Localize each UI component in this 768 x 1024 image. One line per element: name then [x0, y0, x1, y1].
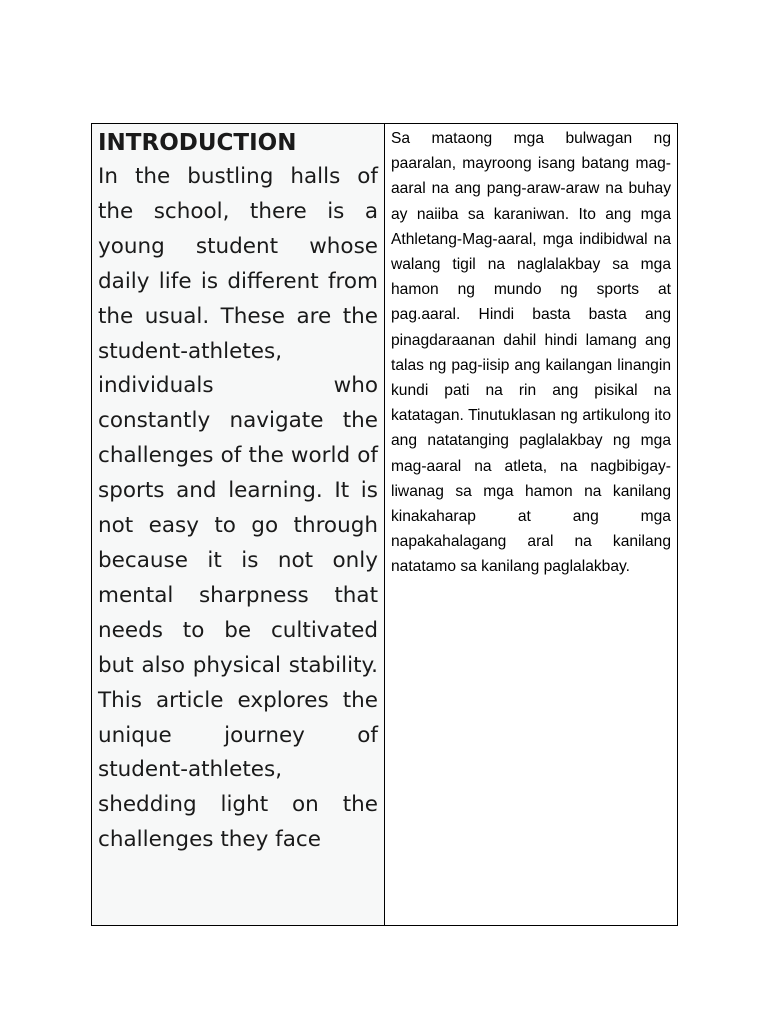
introduction-heading: INTRODUCTION [98, 130, 297, 156]
english-column [92, 124, 385, 925]
filipino-paragraph: Sa mataong mga bulwagan ng paaralan, mayroong isang batang mag-aaral na ang pang-araw-araw na buhay ay naiiba sa karaniwan. Ito ang mga Athletang-Mag-aaral, mga indibidwal na walang tigil na naglalakbay sa mga hamon ng mundo ng sports at pag.aaral. Hindi basta basta ang pinagdaraanan dahil hindi lamang ang talas ng pag-iisip ang kailangan linangin kundi pati na rin ang pisikal na katatagan. Tinutuklasan ng artikulong ito ang natatanging paglalakbay ng mga mag-aaral na atleta, na nagbibigay-liwanag sa mga hamon na kanilang kinakaharap at ang mga napakahalagang aral na kanilang natatamo sa kanilang paglalakbay. [391, 130, 671, 576]
filipino-column [385, 124, 677, 925]
two-column-table [91, 123, 678, 926]
english-paragraph: In the bustling halls of the school, there is a young student whose daily life is different from the usual. These are the student-athletes, individuals who constantly navigate the challenges of the world of sports and learning. It is not easy to go through because it is not only mental sharpness that needs to be cultivated but also physical stability. This article explores the unique journey of student-athletes, shedding light on the challenges they face [98, 164, 378, 853]
